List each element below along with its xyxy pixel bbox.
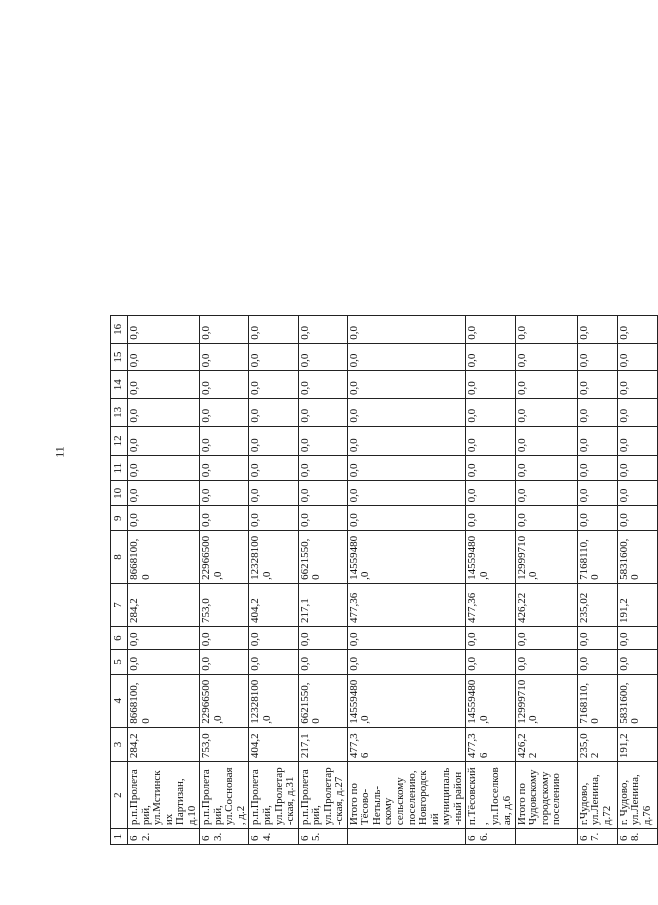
value-cell: 0,0 bbox=[298, 456, 347, 481]
value-cell: 0,0 bbox=[128, 343, 200, 371]
value-cell: 5831600,0 bbox=[617, 530, 657, 583]
value-cell: 7168110,0 bbox=[577, 530, 617, 583]
value-cell: 0,0 bbox=[200, 506, 249, 531]
value-cell: 0,0 bbox=[347, 481, 465, 506]
value-cell: 0,0 bbox=[515, 650, 577, 675]
row-number-cell: 65. bbox=[298, 829, 347, 845]
value-cell: 0,0 bbox=[617, 399, 657, 427]
value-cell: 12328100,0 bbox=[249, 674, 298, 727]
column-header: 16 bbox=[111, 316, 128, 344]
value-cell: 0,0 bbox=[249, 343, 298, 371]
value-cell: 12999710,0 bbox=[515, 674, 577, 727]
data-table bbox=[110, 315, 658, 845]
value-cell: 477,36 bbox=[347, 727, 465, 761]
value-cell: 0,0 bbox=[298, 371, 347, 399]
value-cell: 0,0 bbox=[577, 343, 617, 371]
value-cell: 0,0 bbox=[617, 426, 657, 455]
value-cell: 0,0 bbox=[577, 456, 617, 481]
value-cell: 753,0 bbox=[200, 583, 249, 626]
value-cell: 477,36 bbox=[466, 727, 515, 761]
address-cell: Итого по Тёсово-Нетыль-скому сельскому поселению, Новгородский муниципаль-ный район bbox=[347, 762, 465, 829]
value-cell: 0,0 bbox=[128, 426, 200, 455]
value-cell: 5831600,0 bbox=[617, 674, 657, 727]
value-cell: 284,2 bbox=[128, 727, 200, 761]
value-cell: 8668100,0 bbox=[128, 674, 200, 727]
value-cell: 0,0 bbox=[617, 316, 657, 344]
value-cell: 0,0 bbox=[577, 506, 617, 531]
value-cell: 0,0 bbox=[617, 343, 657, 371]
value-cell: 0,0 bbox=[347, 506, 465, 531]
value-cell: 0,0 bbox=[515, 316, 577, 344]
column-header: 12 bbox=[111, 426, 128, 455]
value-cell: 217,1 bbox=[298, 583, 347, 626]
value-cell: 0,0 bbox=[617, 506, 657, 531]
value-cell: 6621550,0 bbox=[298, 674, 347, 727]
value-cell: 0,0 bbox=[515, 456, 577, 481]
value-cell: 191,2 bbox=[617, 583, 657, 626]
value-cell: 0,0 bbox=[466, 343, 515, 371]
value-cell: 0,0 bbox=[617, 650, 657, 675]
value-cell: 235,02 bbox=[577, 727, 617, 761]
value-cell: 0,0 bbox=[515, 399, 577, 427]
column-header: 10 bbox=[111, 481, 128, 506]
address-cell: р.п.Пролетарий, ул.Сосновая, д.2 bbox=[200, 762, 249, 829]
value-cell: 0,0 bbox=[515, 626, 577, 649]
value-cell: 0,0 bbox=[200, 399, 249, 427]
column-header: 6 bbox=[111, 626, 128, 649]
value-cell: 753,0 bbox=[200, 727, 249, 761]
address-cell: р.п.Пролетарий, ул.Пролетар-ская, д.31 bbox=[249, 762, 298, 829]
column-header: 4 bbox=[111, 674, 128, 727]
value-cell: 0,0 bbox=[200, 426, 249, 455]
value-cell: 0,0 bbox=[347, 399, 465, 427]
value-cell: 0,0 bbox=[515, 481, 577, 506]
column-header: 8 bbox=[111, 530, 128, 583]
value-cell: 0,0 bbox=[128, 506, 200, 531]
page-number: 11 bbox=[52, 446, 67, 458]
column-header: 14 bbox=[111, 371, 128, 399]
value-cell: 0,0 bbox=[347, 316, 465, 344]
value-cell: 0,0 bbox=[298, 343, 347, 371]
value-cell: 0,0 bbox=[515, 371, 577, 399]
value-cell: 22966500,0 bbox=[200, 674, 249, 727]
value-cell: 0,0 bbox=[466, 481, 515, 506]
address-cell: Итого по Чудовскому городскому поселению bbox=[515, 762, 577, 829]
value-cell: 0,0 bbox=[577, 426, 617, 455]
table-row bbox=[577, 316, 617, 845]
value-cell: 0,0 bbox=[617, 626, 657, 649]
value-cell: 404,2 bbox=[249, 583, 298, 626]
value-cell: 0,0 bbox=[466, 506, 515, 531]
value-cell: 0,0 bbox=[128, 626, 200, 649]
value-cell: 0,0 bbox=[617, 456, 657, 481]
value-cell: 14559480,0 bbox=[347, 530, 465, 583]
value-cell: 0,0 bbox=[128, 316, 200, 344]
value-cell: 0,0 bbox=[200, 481, 249, 506]
value-cell: 0,0 bbox=[577, 481, 617, 506]
value-cell: 426,22 bbox=[515, 727, 577, 761]
value-cell: 0,0 bbox=[515, 426, 577, 455]
value-cell: 0,0 bbox=[515, 343, 577, 371]
value-cell: 8668100,0 bbox=[128, 530, 200, 583]
value-cell: 235,02 bbox=[577, 583, 617, 626]
value-cell: 0,0 bbox=[249, 316, 298, 344]
value-cell: 14559480,0 bbox=[347, 674, 465, 727]
row-number-cell: 66. bbox=[466, 829, 515, 845]
column-header: 9 bbox=[111, 506, 128, 531]
value-cell: 0,0 bbox=[466, 371, 515, 399]
column-header: 15 bbox=[111, 343, 128, 371]
table-header-row bbox=[111, 316, 128, 845]
address-cell: г. Чудово, ул.Ленина, д.76 bbox=[617, 762, 657, 829]
value-cell: 6621550,0 bbox=[298, 530, 347, 583]
column-header: 2 bbox=[111, 762, 128, 829]
value-cell: 14559480,0 bbox=[466, 530, 515, 583]
value-cell: 0,0 bbox=[249, 371, 298, 399]
value-cell: 0,0 bbox=[128, 399, 200, 427]
value-cell: 0,0 bbox=[249, 426, 298, 455]
value-cell: 426,22 bbox=[515, 583, 577, 626]
value-cell: 477,36 bbox=[347, 583, 465, 626]
row-number-cell bbox=[515, 829, 577, 845]
row-number-cell: 68. bbox=[617, 829, 657, 845]
address-cell: р.п.Пролетарий, ул.Мстинских Партизан, д.10 bbox=[128, 762, 200, 829]
value-cell: 0,0 bbox=[128, 650, 200, 675]
column-header: 7 bbox=[111, 583, 128, 626]
column-header: 5 bbox=[111, 650, 128, 675]
value-cell: 0,0 bbox=[347, 626, 465, 649]
table-row bbox=[128, 316, 200, 845]
row-number-cell: 62. bbox=[128, 829, 200, 845]
value-cell: 477,36 bbox=[466, 583, 515, 626]
value-cell: 0,0 bbox=[515, 506, 577, 531]
value-cell: 0,0 bbox=[200, 456, 249, 481]
value-cell: 0,0 bbox=[298, 481, 347, 506]
value-cell: 0,0 bbox=[200, 626, 249, 649]
value-cell: 0,0 bbox=[466, 426, 515, 455]
value-cell: 0,0 bbox=[298, 426, 347, 455]
value-cell: 0,0 bbox=[249, 481, 298, 506]
value-cell: 0,0 bbox=[466, 456, 515, 481]
value-cell: 284,2 bbox=[128, 583, 200, 626]
value-cell: 0,0 bbox=[128, 371, 200, 399]
value-cell: 14559480,0 bbox=[466, 674, 515, 727]
value-cell: 0,0 bbox=[466, 626, 515, 649]
table-row bbox=[249, 316, 298, 845]
row-number-cell: 63. bbox=[200, 829, 249, 845]
column-header: 3 bbox=[111, 727, 128, 761]
table-row bbox=[466, 316, 515, 845]
value-cell: 0,0 bbox=[298, 316, 347, 344]
value-cell: 0,0 bbox=[577, 371, 617, 399]
value-cell: 0,0 bbox=[347, 371, 465, 399]
value-cell: 0,0 bbox=[249, 650, 298, 675]
value-cell: 7168110,0 bbox=[577, 674, 617, 727]
row-number-cell bbox=[347, 829, 465, 845]
value-cell: 0,0 bbox=[298, 506, 347, 531]
value-cell: 0,0 bbox=[128, 456, 200, 481]
value-cell: 0,0 bbox=[249, 399, 298, 427]
value-cell: 0,0 bbox=[347, 426, 465, 455]
value-cell: 0,0 bbox=[617, 481, 657, 506]
value-cell: 0,0 bbox=[128, 481, 200, 506]
value-cell: 0,0 bbox=[466, 399, 515, 427]
value-cell: 0,0 bbox=[347, 456, 465, 481]
value-cell: 0,0 bbox=[466, 316, 515, 344]
value-cell: 0,0 bbox=[200, 316, 249, 344]
table-row bbox=[298, 316, 347, 845]
column-header: 11 bbox=[111, 456, 128, 481]
value-cell: 22966500,0 bbox=[200, 530, 249, 583]
table-row bbox=[347, 316, 465, 845]
table-row bbox=[515, 316, 577, 845]
rotated-table-container bbox=[110, 315, 658, 845]
value-cell: 0,0 bbox=[200, 343, 249, 371]
value-cell: 217,1 bbox=[298, 727, 347, 761]
value-cell: 0,0 bbox=[577, 399, 617, 427]
address-cell: п.Тёсовский, ул.Поселковая, д.6 bbox=[466, 762, 515, 829]
value-cell: 0,0 bbox=[298, 399, 347, 427]
value-cell: 12328100,0 bbox=[249, 530, 298, 583]
value-cell: 0,0 bbox=[466, 650, 515, 675]
value-cell: 0,0 bbox=[617, 371, 657, 399]
value-cell: 0,0 bbox=[577, 626, 617, 649]
table-row bbox=[617, 316, 657, 845]
address-cell: р.п.Пролетарий, ул.Пролетар-ская, д.27 bbox=[298, 762, 347, 829]
value-cell: 404,2 bbox=[249, 727, 298, 761]
value-cell: 0,0 bbox=[249, 456, 298, 481]
address-cell: г.Чудово, ул.Ленина, д.72 bbox=[577, 762, 617, 829]
value-cell: 0,0 bbox=[298, 626, 347, 649]
value-cell: 0,0 bbox=[577, 316, 617, 344]
table-row bbox=[200, 316, 249, 845]
value-cell: 0,0 bbox=[577, 650, 617, 675]
value-cell: 0,0 bbox=[347, 650, 465, 675]
value-cell: 191,2 bbox=[617, 727, 657, 761]
column-header: 1 bbox=[111, 829, 128, 845]
column-header: 13 bbox=[111, 399, 128, 427]
value-cell: 0,0 bbox=[249, 506, 298, 531]
value-cell: 12999710,0 bbox=[515, 530, 577, 583]
row-number-cell: 67. bbox=[577, 829, 617, 845]
value-cell: 0,0 bbox=[200, 371, 249, 399]
value-cell: 0,0 bbox=[200, 650, 249, 675]
value-cell: 0,0 bbox=[249, 626, 298, 649]
value-cell: 0,0 bbox=[347, 343, 465, 371]
row-number-cell: 64. bbox=[249, 829, 298, 845]
value-cell: 0,0 bbox=[298, 650, 347, 675]
